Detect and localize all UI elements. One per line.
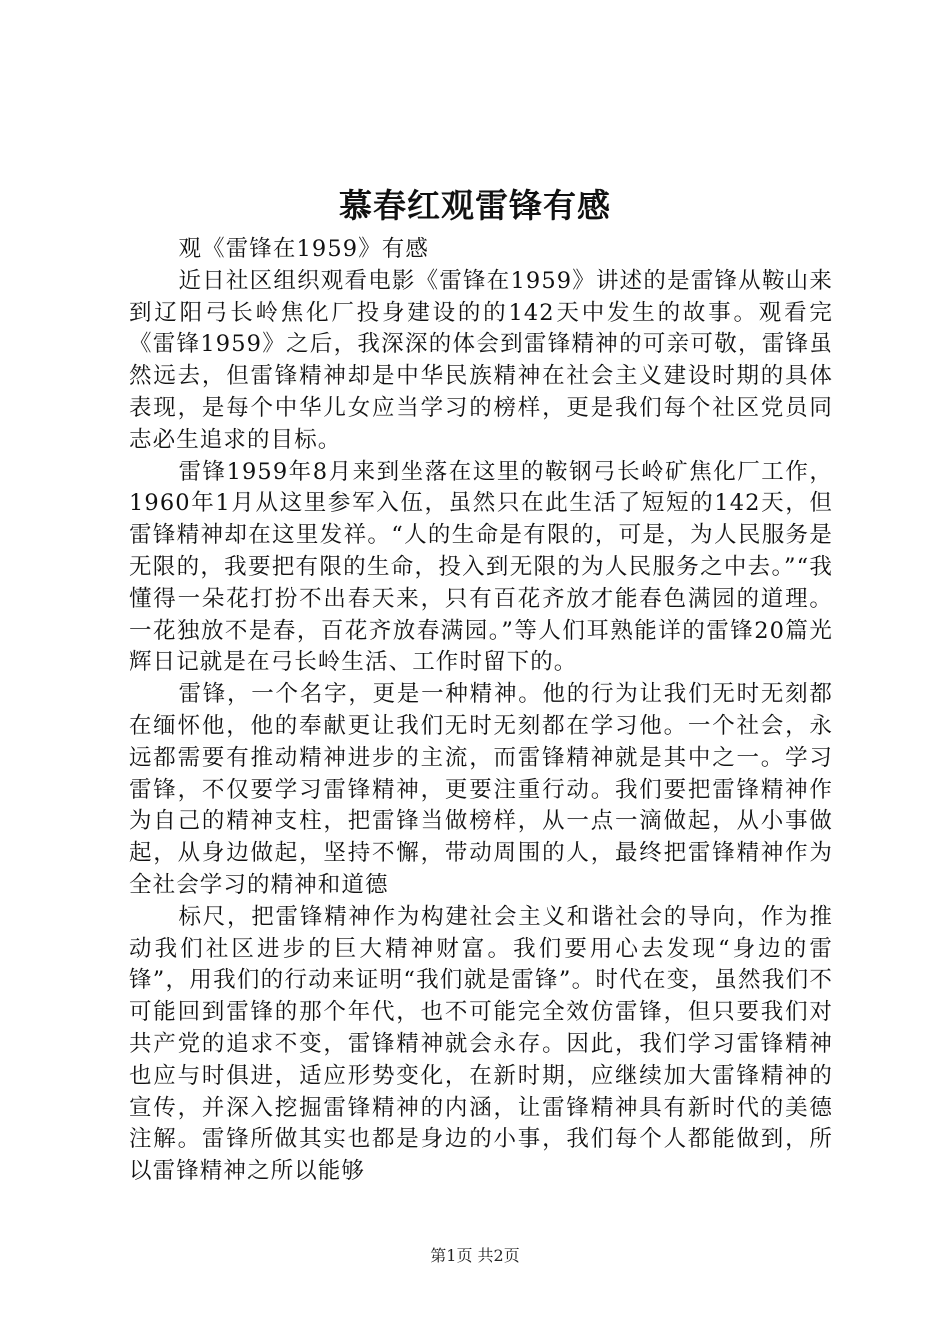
document-title: 慕春红观雷锋有感 [339, 186, 611, 225]
paragraph-2: 雷锋1959年8月来到坐落在这里的鞍钢弓长岭矿焦化厂工作，1960年1月从这里参军入伍，虽然只在此生活了短短的142天，但雷锋精神却在这里发祥。“人的生命是有限的，可是，为人民服务是无限的，我要把有限的生命，投入到无限的为人民服务之中去。”“我懂得一朵花打扮不出春天来，只有百花齐放才能春色满园的道理。一花独放不是春，百花齐放春满园。”等人们耳熟能详的雷锋20篇光辉日记就是在弓长岭生活、工作时留下的。 [129, 458, 833, 676]
document-body [129, 234, 833, 1188]
page-number-footer: 第1页 共2页 [430, 1246, 520, 1265]
paragraph-1: 近日社区组织观看电影《雷锋在1959》讲述的是雷锋从鞍山来到辽阳弓长岭焦化厂投身建设的的142天中发生的故事。观看完《雷锋1959》之后，我深深的体会到雷锋精神的可亲可敬，雷锋虽然远去，但雷锋精神却是中华民族精神在社会主义建设时期的具体表现，是每个中华儿女应当学习的榜样，更是我们每个社区党员同志必生追求的目标。 [129, 267, 833, 453]
paragraph-3: 雷锋，一个名字，更是一种精神。他的行为让我们无时无刻都在缅怀他，他的奉献更让我们无时无刻都在学习他。一个社会，永远都需要有推动精神进步的主流，而雷锋精神就是其中之一。学习雷锋，不仅要学习雷锋精神，更要注重行动。我们要把雷锋精神作为自己的精神支柱，把雷锋当做榜样，从一点一滴做起，从小事做起，从身边做起，坚持不懈，带动周围的人，最终把雷锋精神作为全社会学习的精神和道德 [129, 681, 833, 898]
document-subtitle: 观《雷锋在1959》有感 [178, 236, 429, 262]
paragraph-4: 标尺，把雷锋精神作为构建社会主义和谐社会的导向，作为推动我们社区进步的巨大精神财富。我们要用心去发现“身边的雷锋”，用我们的行动来证明“我们就是雷锋”。时代在变，虽然我们不可能回到雷锋的那个年代，也不可能完全效仿雷锋，但只要我们对共产党的追求不变，雷锋精神就会永存。因此，我们学习雷锋精神也应与时俱进，适应形势变化，在新时期，应继续加大雷锋精神的宣传，并深入挖掘雷锋精神的内涵，让雷锋精神具有新时代的美德注解。雷锋所做其实也都是身边的小事，我们每个人都能做到，所以雷锋精神之所以能够 [129, 903, 833, 1185]
